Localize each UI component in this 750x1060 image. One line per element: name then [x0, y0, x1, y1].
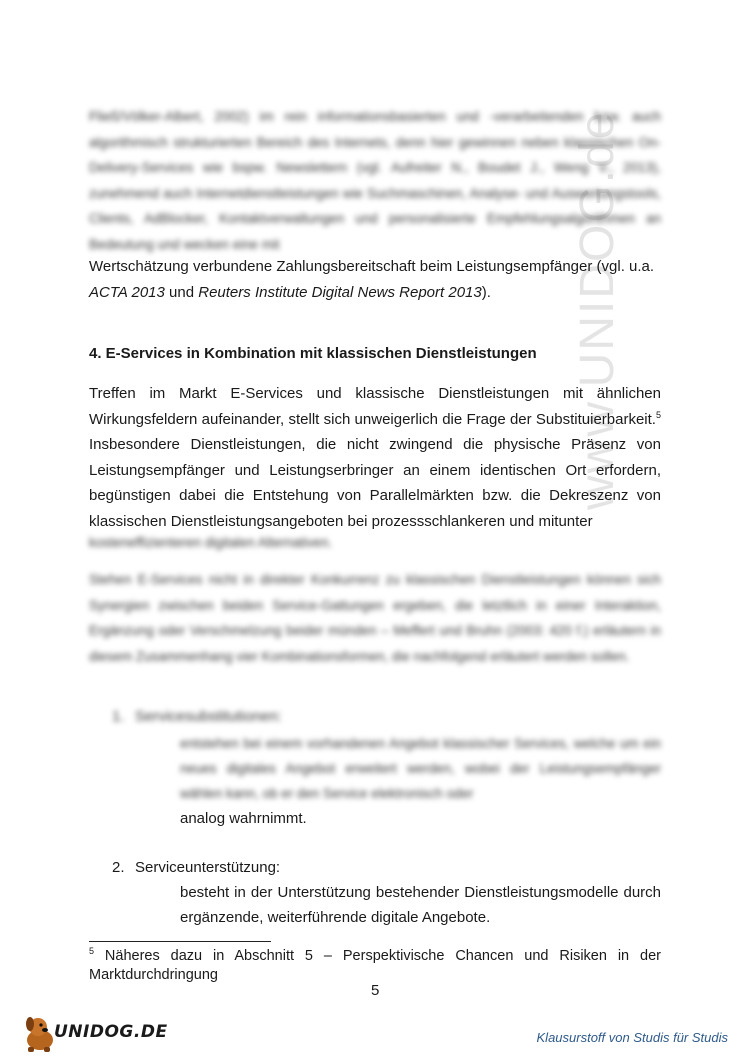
footnote [89, 947, 661, 985]
page-number: 5 [371, 982, 380, 999]
paragraph-1 [89, 381, 661, 534]
list-item-2-number: 2. [112, 859, 125, 876]
paragraph-1-text-a: Treffen im Markt E-Services und klassische Dienstleistungen mit ähnlichen Wirkungsfeldern aufeinander, stellt sich unweigerlich die Frage der Substituierbarkeit. [89, 385, 661, 428]
list-item-2-title: Serviceunterstützung: [135, 859, 281, 876]
watermark-text: www.UNIDOG.de [571, 110, 624, 510]
list-item-2-body: besteht in der Unterstützung bestehender Dienstleistungsmodelle durch ergänzende, weiterführende digitale Angebote. [180, 884, 661, 926]
intro-paragraph-end [89, 254, 661, 305]
blurred-intro-paragraph: Fließ/Völker-Albert, 2002) im rein informationsbasierten und -verarbeitenden bzw. auch algorithmisch strukturierten Bereich des Internets, denn hier gewinnen neben klassischen On-Delivery-Services wie bspw. Newslettern (vgl. Aufreiter N., Boudet J., Weng V., 2013), zunehmend auch Internetdienstleistungen wie Suchmaschinen, Analyse- und Auswertungstools, Clients, AdBlocker, Kontaktverwaltungen und personalisierte Empfehlungsalgorithmen an Bedeutung und wecken eine mit [89, 109, 661, 252]
closing-text: ). [481, 283, 491, 301]
acta-citation: ACTA 2013 [89, 283, 165, 301]
section-heading: 4. E-Services in Kombination mit klassischen Dienstleistungen [89, 345, 537, 362]
paragraph-1-text-b: Insbesondere Dienstleistungen, die nicht zwingend die physische Präsenz von Leistungsempfänger und Leistungserbringer an einem identischen Ort erfordern, begünstigen dabei die Entstehung von Parallelmärkten bzw. die Dekreszenz von klassischen Dienstleistungsangeboten bei prozessschlankeren und mitunter [89, 436, 661, 530]
reuters-citation: Reuters Institute Digital News Report 2013 [198, 283, 482, 301]
dog-mascot-icon [26, 1017, 53, 1052]
list-item-1-body-end: analog wahrnimmt. [180, 810, 307, 827]
und-text: und [164, 283, 199, 301]
footer-tagline: Klausurstoff von Studis für Studis [536, 1030, 728, 1045]
logo-text: UNIDOG.DE [54, 1022, 168, 1042]
footnote-reference: 5 [655, 409, 661, 420]
list-item-1-blurred-body: entstehen bei einem vorhandenen Angebot klassischer Services, welche um ein neues digitales Angebot erweitert werden, wobei der Leistungsempfänger wählen kann, ob er den Service elektronisch oder [180, 736, 661, 801]
footnote-divider [89, 941, 271, 942]
footnote-text: Näheres dazu in Abschnitt 5 – Perspektivische Chancen und Risiken in der Marktdurchdringung [89, 948, 661, 983]
list-item-1-number: 1. [112, 708, 125, 725]
list-item-1-title: Servicesubstitutionen: [135, 708, 282, 725]
intro-line: Wertschätzung verbundene Zahlungsbereitschaft beim Leistungsempfänger (vgl. u.a. [89, 258, 655, 275]
blurred-paragraph-2: Stehen E-Services nicht in direkter Konkurrenz zu klassischen Dienstleistungen können sich Synergien zwischen beiden Service-Gattungen ergeben, die letztlich in einer Interaktion, Ergänzung oder Verschmelzung beider münden – Meffert und Bruhn (2003: 420 f.) erläutern in diesem Zusammenhang vier Kombinationsformen, die nachfolgend erläutert werden sollen. [89, 572, 661, 664]
footnote-number: 5 [89, 946, 95, 957]
paragraph-1-blurred-end: kosteneffizienteren digitalen Alternativen. [89, 535, 333, 550]
